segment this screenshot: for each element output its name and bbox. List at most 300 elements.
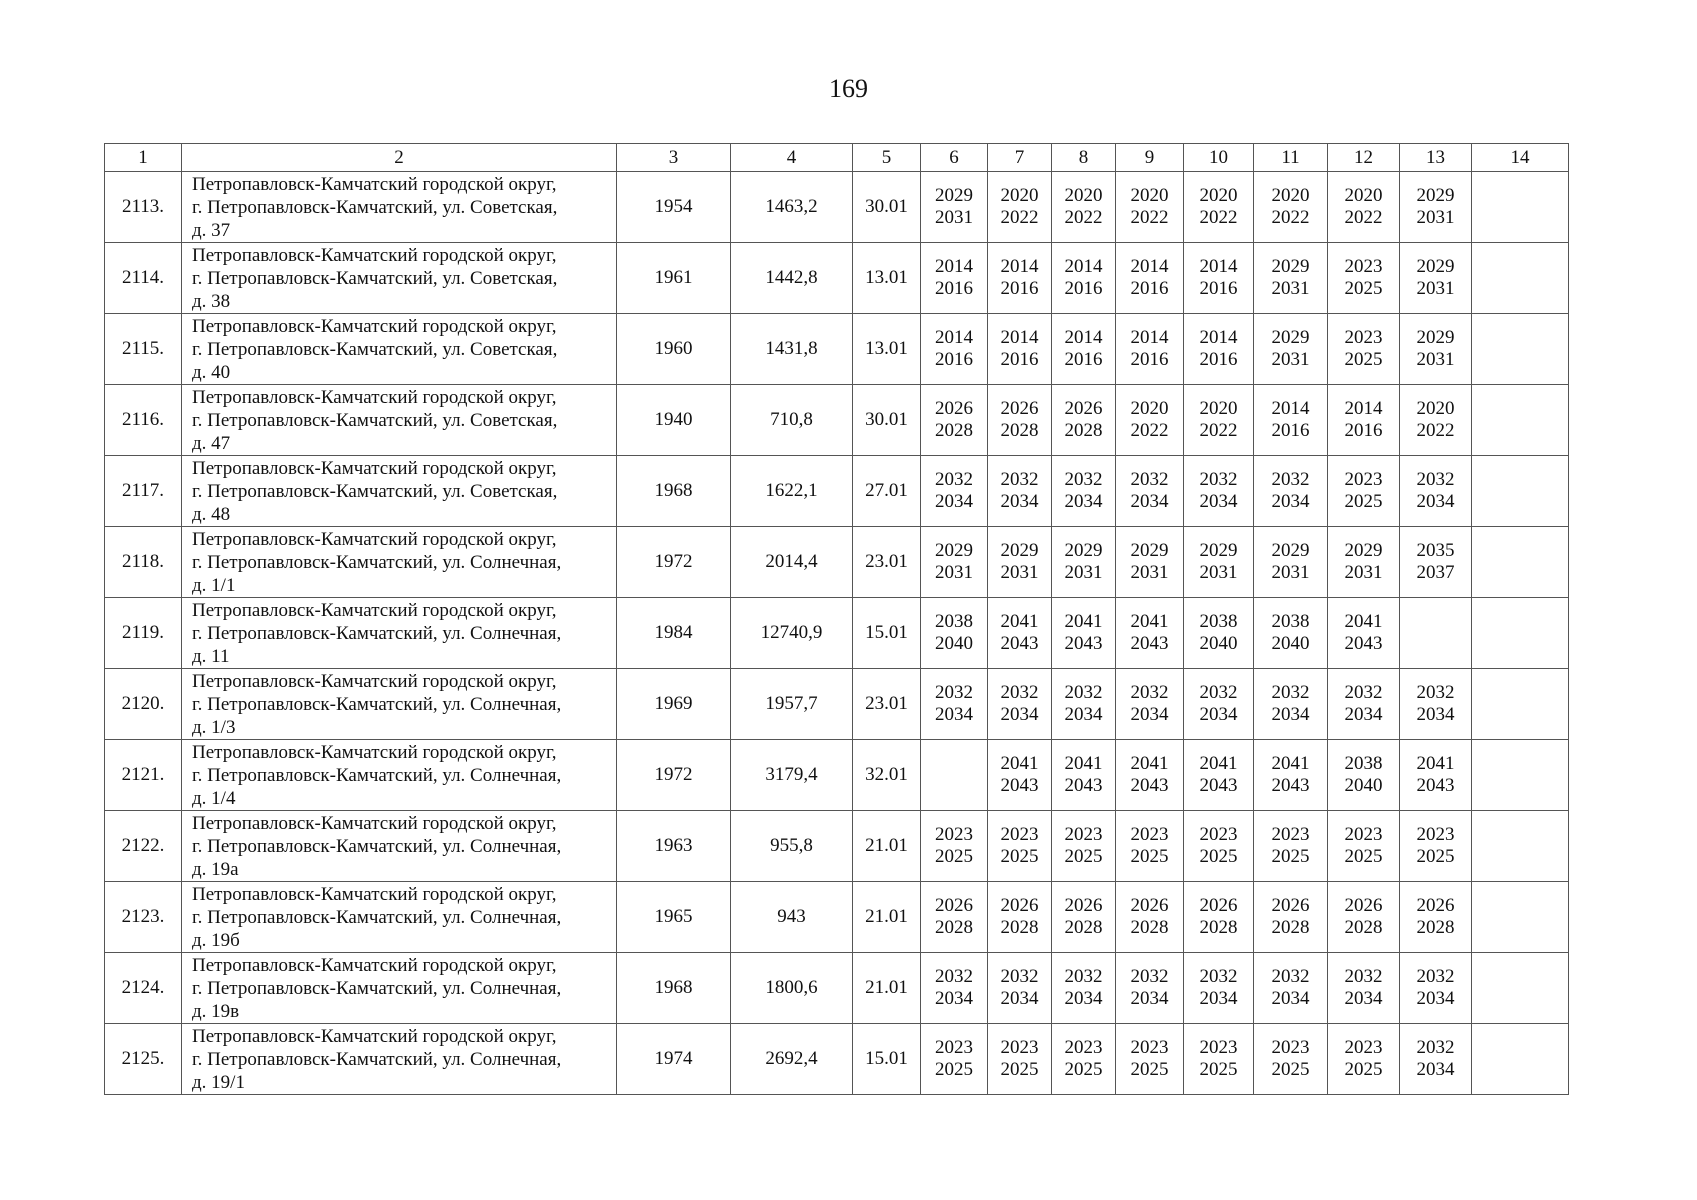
period-cell	[1184, 740, 1254, 811]
address-line: Петропавловск-Камчатский городской округ,	[192, 315, 557, 337]
period-cell	[1328, 1024, 1400, 1095]
period-cell	[1472, 669, 1569, 740]
period-end-year: 2016	[1000, 278, 1039, 299]
period-end-year: 2016	[1130, 349, 1169, 370]
period-end-year: 2034	[1344, 704, 1383, 725]
address-line: Петропавловск-Камчатский городской округ,	[192, 954, 557, 976]
row-number: 2124.	[105, 953, 182, 1024]
period-start-year: 2032	[1130, 966, 1169, 987]
period-end-year: 2022	[1416, 420, 1455, 441]
address-line: г. Петропавловск-Камчатский, ул. Советская,	[192, 480, 558, 502]
period-start-year: 2041	[1199, 753, 1238, 774]
address-cell	[182, 243, 617, 314]
period-end-year: 2025	[1199, 1059, 1238, 1080]
period-end-year: 2034	[1064, 491, 1103, 512]
build-year: 1974	[617, 1024, 731, 1095]
address-line: Петропавловск-Камчатский городской округ,	[192, 173, 557, 195]
period-start-year: 2020	[1344, 185, 1383, 206]
address-cell	[182, 456, 617, 527]
period-start-year: 2032	[1271, 469, 1310, 490]
table-row	[105, 882, 1569, 953]
period-start-year: 2020	[1271, 185, 1310, 206]
period-start-year: 2032	[935, 469, 973, 490]
period-end-year: 2016	[1199, 278, 1238, 299]
period-end-year: 2028	[1416, 917, 1455, 938]
period-end-year: 2025	[1416, 846, 1455, 867]
period-start-year: 2026	[1130, 895, 1169, 916]
address-cell	[182, 527, 617, 598]
period-start-year: 2020	[1199, 398, 1238, 419]
period-end-year: 2028	[1064, 917, 1103, 938]
period-cell	[1254, 243, 1328, 314]
period-cell	[921, 527, 988, 598]
period-end-year: 2028	[1064, 420, 1103, 441]
build-year: 1984	[617, 598, 731, 669]
period-cell	[1184, 243, 1254, 314]
period-end-year: 2043	[1130, 775, 1169, 796]
period-end-year: 2034	[1199, 988, 1238, 1009]
period-cell	[988, 598, 1052, 669]
table-row	[105, 243, 1569, 314]
period-end-year: 2034	[1199, 491, 1238, 512]
period-start-year: 2014	[1000, 256, 1039, 277]
period-cell	[1184, 953, 1254, 1024]
period-end-year: 2028	[1199, 917, 1238, 938]
period-cell	[1472, 314, 1569, 385]
period-cell	[921, 456, 988, 527]
row-number: 2118.	[105, 527, 182, 598]
address-line: г. Петропавловск-Камчатский, ул. Солнечная,	[192, 906, 562, 928]
period-start-year: 2032	[1000, 966, 1039, 987]
period-end-year: 2022	[1271, 207, 1310, 228]
address-line: Петропавловск-Камчатский городской округ,	[192, 528, 557, 550]
period-end-year: 2034	[1064, 704, 1103, 725]
row-number: 2117.	[105, 456, 182, 527]
period-cell	[921, 882, 988, 953]
period-start-year: 2029	[935, 185, 973, 206]
period-cell	[1254, 953, 1328, 1024]
period-end-year: 2043	[1199, 775, 1238, 796]
period-end-year: 2031	[1199, 562, 1238, 583]
period-start-year: 2041	[1000, 753, 1039, 774]
table-row	[105, 527, 1569, 598]
period-cell	[1472, 598, 1569, 669]
period-end-year: 2034	[1416, 988, 1455, 1009]
address-line: Петропавловск-Камчатский городской округ,	[192, 1025, 557, 1047]
column-header: 5	[853, 144, 921, 172]
period-cell	[921, 669, 988, 740]
period-end-year: 2034	[1271, 988, 1310, 1009]
period-end-year: 2025	[935, 846, 973, 867]
period-start-year: 2026	[1199, 895, 1238, 916]
period-cell	[1400, 385, 1472, 456]
period-end-year: 2016	[1199, 349, 1238, 370]
period-end-year: 2034	[1130, 491, 1169, 512]
row-number: 2125.	[105, 1024, 182, 1095]
area-value: 943	[731, 882, 853, 953]
period-cell	[988, 882, 1052, 953]
period-end-year: 2022	[1199, 207, 1238, 228]
build-year: 1965	[617, 882, 731, 953]
period-end-year: 2025	[1344, 491, 1383, 512]
period-start-year: 2032	[1344, 966, 1383, 987]
period-start-year: 2032	[1416, 966, 1455, 987]
period-cell	[1400, 669, 1472, 740]
period-start-year: 2014	[1199, 256, 1238, 277]
period-cell	[1052, 598, 1116, 669]
address-line: д. 47	[192, 432, 231, 454]
period-end-year: 2025	[1344, 349, 1383, 370]
period-cell	[1472, 527, 1569, 598]
wear-code: 15.01	[853, 598, 921, 669]
period-end-year: 2016	[1000, 349, 1039, 370]
period-start-year: 2014	[1199, 327, 1238, 348]
period-end-year: 2031	[1271, 278, 1310, 299]
period-end-year: 2025	[1344, 278, 1383, 299]
period-start-year: 2020	[1064, 185, 1103, 206]
period-end-year: 2028	[935, 420, 973, 441]
period-start-year: 2026	[935, 895, 973, 916]
period-cell	[1116, 1024, 1184, 1095]
period-start-year: 2041	[1130, 611, 1169, 632]
period-cell	[1400, 172, 1472, 243]
period-start-year: 2032	[1064, 469, 1103, 490]
period-start-year: 2023	[1271, 1037, 1310, 1058]
period-cell	[1116, 811, 1184, 882]
period-start-year: 2023	[1199, 824, 1238, 845]
period-start-year: 2032	[1064, 682, 1103, 703]
period-cell	[1052, 953, 1116, 1024]
address-line: д. 1/4	[192, 787, 236, 809]
period-cell	[921, 598, 988, 669]
column-header: 3	[617, 144, 731, 172]
period-end-year: 2031	[1271, 349, 1310, 370]
period-cell	[1254, 882, 1328, 953]
period-end-year: 2016	[1064, 349, 1103, 370]
period-cell	[988, 314, 1052, 385]
period-start-year: 2041	[1344, 611, 1383, 632]
period-start-year: 2023	[1000, 824, 1039, 845]
period-cell	[1052, 527, 1116, 598]
period-start-year: 2014	[935, 256, 973, 277]
period-cell	[1184, 1024, 1254, 1095]
period-cell	[1254, 811, 1328, 882]
period-end-year: 2022	[1199, 420, 1238, 441]
period-start-year: 2023	[1271, 824, 1310, 845]
table-row	[105, 598, 1569, 669]
row-number: 2120.	[105, 669, 182, 740]
period-cell	[988, 527, 1052, 598]
period-cell	[1184, 456, 1254, 527]
period-end-year: 2025	[1130, 846, 1169, 867]
period-end-year: 2025	[1000, 1059, 1039, 1080]
address-cell	[182, 953, 617, 1024]
period-start-year: 2032	[1130, 469, 1169, 490]
period-start-year: 2026	[1271, 895, 1310, 916]
period-end-year: 2022	[1064, 207, 1103, 228]
period-start-year: 2026	[1064, 398, 1103, 419]
address-line: Петропавловск-Камчатский городской округ,	[192, 812, 557, 834]
address-cell	[182, 740, 617, 811]
period-end-year: 2034	[935, 491, 973, 512]
period-end-year: 2016	[935, 278, 973, 299]
period-end-year: 2025	[1344, 1059, 1383, 1080]
build-year: 1960	[617, 314, 731, 385]
period-cell	[1184, 385, 1254, 456]
area-value: 955,8	[731, 811, 853, 882]
period-end-year: 2040	[1344, 775, 1383, 796]
period-end-year: 2025	[1271, 846, 1310, 867]
period-cell	[1184, 882, 1254, 953]
period-end-year: 2031	[1416, 349, 1455, 370]
period-end-year: 2040	[1199, 633, 1238, 654]
period-cell	[1254, 314, 1328, 385]
address-cell	[182, 598, 617, 669]
period-start-year: 2026	[1344, 895, 1383, 916]
period-start-year: 2038	[935, 611, 973, 632]
period-cell	[1400, 456, 1472, 527]
period-cell	[921, 385, 988, 456]
build-year: 1940	[617, 385, 731, 456]
period-end-year: 2025	[1000, 846, 1039, 867]
period-cell	[921, 811, 988, 882]
wear-code: 27.01	[853, 456, 921, 527]
period-start-year: 2023	[1344, 1037, 1383, 1058]
period-cell	[1116, 456, 1184, 527]
period-start-year: 2014	[1064, 327, 1103, 348]
address-line: д. 19а	[192, 858, 239, 880]
period-end-year: 2031	[935, 562, 973, 583]
period-start-year: 2023	[1199, 1037, 1238, 1058]
period-end-year: 2025	[1130, 1059, 1169, 1080]
period-end-year: 2034	[1000, 491, 1039, 512]
period-start-year: 2035	[1416, 540, 1455, 561]
period-cell	[1254, 1024, 1328, 1095]
build-year: 1954	[617, 172, 731, 243]
period-cell	[1328, 527, 1400, 598]
period-cell	[1184, 172, 1254, 243]
period-start-year: 2020	[1130, 185, 1169, 206]
address-line: г. Петропавловск-Камчатский, ул. Солнечная,	[192, 693, 562, 715]
period-cell	[921, 1024, 988, 1095]
period-end-year: 2034	[935, 704, 973, 725]
period-cell	[988, 740, 1052, 811]
row-number: 2123.	[105, 882, 182, 953]
period-end-year: 2034	[1271, 704, 1310, 725]
area-value: 2692,4	[731, 1024, 853, 1095]
period-cell	[1472, 172, 1569, 243]
area-value: 2014,4	[731, 527, 853, 598]
period-cell	[1116, 527, 1184, 598]
row-number: 2121.	[105, 740, 182, 811]
wear-code: 13.01	[853, 314, 921, 385]
period-end-year: 2034	[1199, 704, 1238, 725]
period-cell	[1254, 172, 1328, 243]
build-year: 1961	[617, 243, 731, 314]
period-cell	[1052, 385, 1116, 456]
build-year: 1972	[617, 527, 731, 598]
period-start-year: 2041	[1000, 611, 1039, 632]
period-cell	[1472, 1024, 1569, 1095]
period-end-year: 2043	[1416, 775, 1455, 796]
period-start-year: 2023	[935, 824, 973, 845]
period-end-year: 2034	[1000, 704, 1039, 725]
period-end-year: 2028	[1000, 420, 1039, 441]
period-cell	[1400, 1024, 1472, 1095]
period-cell	[1254, 669, 1328, 740]
period-start-year: 2032	[1064, 966, 1103, 987]
period-start-year: 2032	[1416, 682, 1455, 703]
column-header: 4	[731, 144, 853, 172]
address-line: г. Петропавловск-Камчатский, ул. Солнечная,	[192, 622, 562, 644]
column-header: 10	[1184, 144, 1254, 172]
period-cell	[1184, 669, 1254, 740]
column-header: 12	[1328, 144, 1400, 172]
table-row	[105, 740, 1569, 811]
period-cell	[1400, 740, 1472, 811]
wear-code: 21.01	[853, 811, 921, 882]
column-header: 13	[1400, 144, 1472, 172]
period-cell	[1328, 740, 1400, 811]
period-start-year: 2026	[1000, 895, 1039, 916]
build-year: 1969	[617, 669, 731, 740]
period-cell	[988, 1024, 1052, 1095]
table-row	[105, 314, 1569, 385]
period-cell	[1400, 243, 1472, 314]
period-cell	[1116, 314, 1184, 385]
period-end-year: 2016	[1344, 420, 1383, 441]
period-end-year: 2043	[1344, 633, 1383, 654]
table-row	[105, 953, 1569, 1024]
period-end-year: 2028	[1344, 917, 1383, 938]
table-row	[105, 456, 1569, 527]
period-start-year: 2014	[935, 327, 973, 348]
column-header: 8	[1052, 144, 1116, 172]
period-start-year: 2026	[1064, 895, 1103, 916]
period-start-year: 2032	[935, 682, 973, 703]
period-end-year: 2031	[1416, 278, 1455, 299]
period-end-year: 2034	[1416, 704, 1455, 725]
address-line: г. Петропавловск-Камчатский, ул. Солнечная,	[192, 764, 562, 786]
period-cell	[1116, 740, 1184, 811]
period-end-year: 2034	[1271, 491, 1310, 512]
column-header: 11	[1254, 144, 1328, 172]
period-end-year: 2034	[1416, 491, 1455, 512]
address-line: д. 11	[192, 645, 230, 667]
address-line: Петропавловск-Камчатский городской округ,	[192, 386, 557, 408]
period-cell	[1328, 811, 1400, 882]
period-start-year: 2014	[1064, 256, 1103, 277]
table-row	[105, 385, 1569, 456]
area-value: 1957,7	[731, 669, 853, 740]
period-cell	[988, 811, 1052, 882]
area-value: 3179,4	[731, 740, 853, 811]
build-year: 1968	[617, 953, 731, 1024]
period-start-year: 2029	[1000, 540, 1039, 561]
period-end-year: 2016	[935, 349, 973, 370]
period-cell	[988, 456, 1052, 527]
period-cell	[1184, 811, 1254, 882]
period-start-year: 2032	[1271, 966, 1310, 987]
period-end-year: 2043	[1000, 633, 1039, 654]
build-year: 1972	[617, 740, 731, 811]
period-start-year: 2032	[1199, 966, 1238, 987]
period-cell	[1328, 669, 1400, 740]
period-start-year: 2029	[1271, 540, 1310, 561]
period-cell	[1328, 598, 1400, 669]
period-cell	[1116, 243, 1184, 314]
period-cell	[921, 172, 988, 243]
address-cell	[182, 882, 617, 953]
period-start-year: 2014	[1271, 398, 1310, 419]
period-start-year: 2014	[1000, 327, 1039, 348]
period-cell	[1116, 953, 1184, 1024]
period-cell	[1328, 314, 1400, 385]
address-cell	[182, 1024, 617, 1095]
address-cell	[182, 172, 617, 243]
period-cell	[1400, 527, 1472, 598]
period-end-year: 2031	[1416, 207, 1455, 228]
address-line: д. 37	[192, 219, 231, 241]
period-start-year: 2041	[1416, 753, 1455, 774]
address-line: д. 1/1	[192, 574, 236, 596]
period-cell	[1472, 811, 1569, 882]
period-start-year: 2026	[1416, 895, 1455, 916]
column-header: 2	[182, 144, 617, 172]
period-start-year: 2029	[935, 540, 973, 561]
period-start-year: 2032	[1000, 682, 1039, 703]
period-cell	[921, 243, 988, 314]
row-number: 2116.	[105, 385, 182, 456]
period-cell	[1254, 385, 1328, 456]
period-start-year: 2038	[1344, 753, 1383, 774]
period-end-year: 2016	[1064, 278, 1103, 299]
period-start-year: 2029	[1271, 327, 1310, 348]
period-cell	[1116, 669, 1184, 740]
period-cell	[1116, 882, 1184, 953]
area-value: 1442,8	[731, 243, 853, 314]
address-line: Петропавловск-Камчатский городской округ,	[192, 670, 557, 692]
period-start-year: 2023	[1130, 1037, 1169, 1058]
build-year: 1963	[617, 811, 731, 882]
column-number-row	[105, 144, 1569, 172]
period-end-year: 2028	[1000, 917, 1039, 938]
period-end-year: 2043	[1064, 633, 1103, 654]
period-end-year: 2025	[1271, 1059, 1310, 1080]
period-cell	[1254, 527, 1328, 598]
period-start-year: 2023	[1064, 824, 1103, 845]
row-number: 2119.	[105, 598, 182, 669]
address-line: г. Петропавловск-Камчатский, ул. Советская,	[192, 338, 558, 360]
period-start-year: 2029	[1416, 256, 1455, 277]
period-start-year: 2023	[1344, 327, 1383, 348]
period-start-year: 2014	[1344, 398, 1383, 419]
wear-code: 21.01	[853, 953, 921, 1024]
table-row	[105, 172, 1569, 243]
period-end-year: 2034	[1130, 704, 1169, 725]
period-start-year: 2038	[1199, 611, 1238, 632]
period-start-year: 2032	[1344, 682, 1383, 703]
period-cell	[988, 172, 1052, 243]
address-line: г. Петропавловск-Камчатский, ул. Солнечная,	[192, 551, 562, 573]
period-start-year: 2029	[1344, 540, 1383, 561]
period-start-year: 2032	[935, 966, 973, 987]
column-header: 6	[921, 144, 988, 172]
period-cell	[1328, 385, 1400, 456]
period-end-year: 2031	[1064, 562, 1103, 583]
period-start-year: 2020	[1130, 398, 1169, 419]
address-line: Петропавловск-Камчатский городской округ,	[192, 244, 557, 266]
